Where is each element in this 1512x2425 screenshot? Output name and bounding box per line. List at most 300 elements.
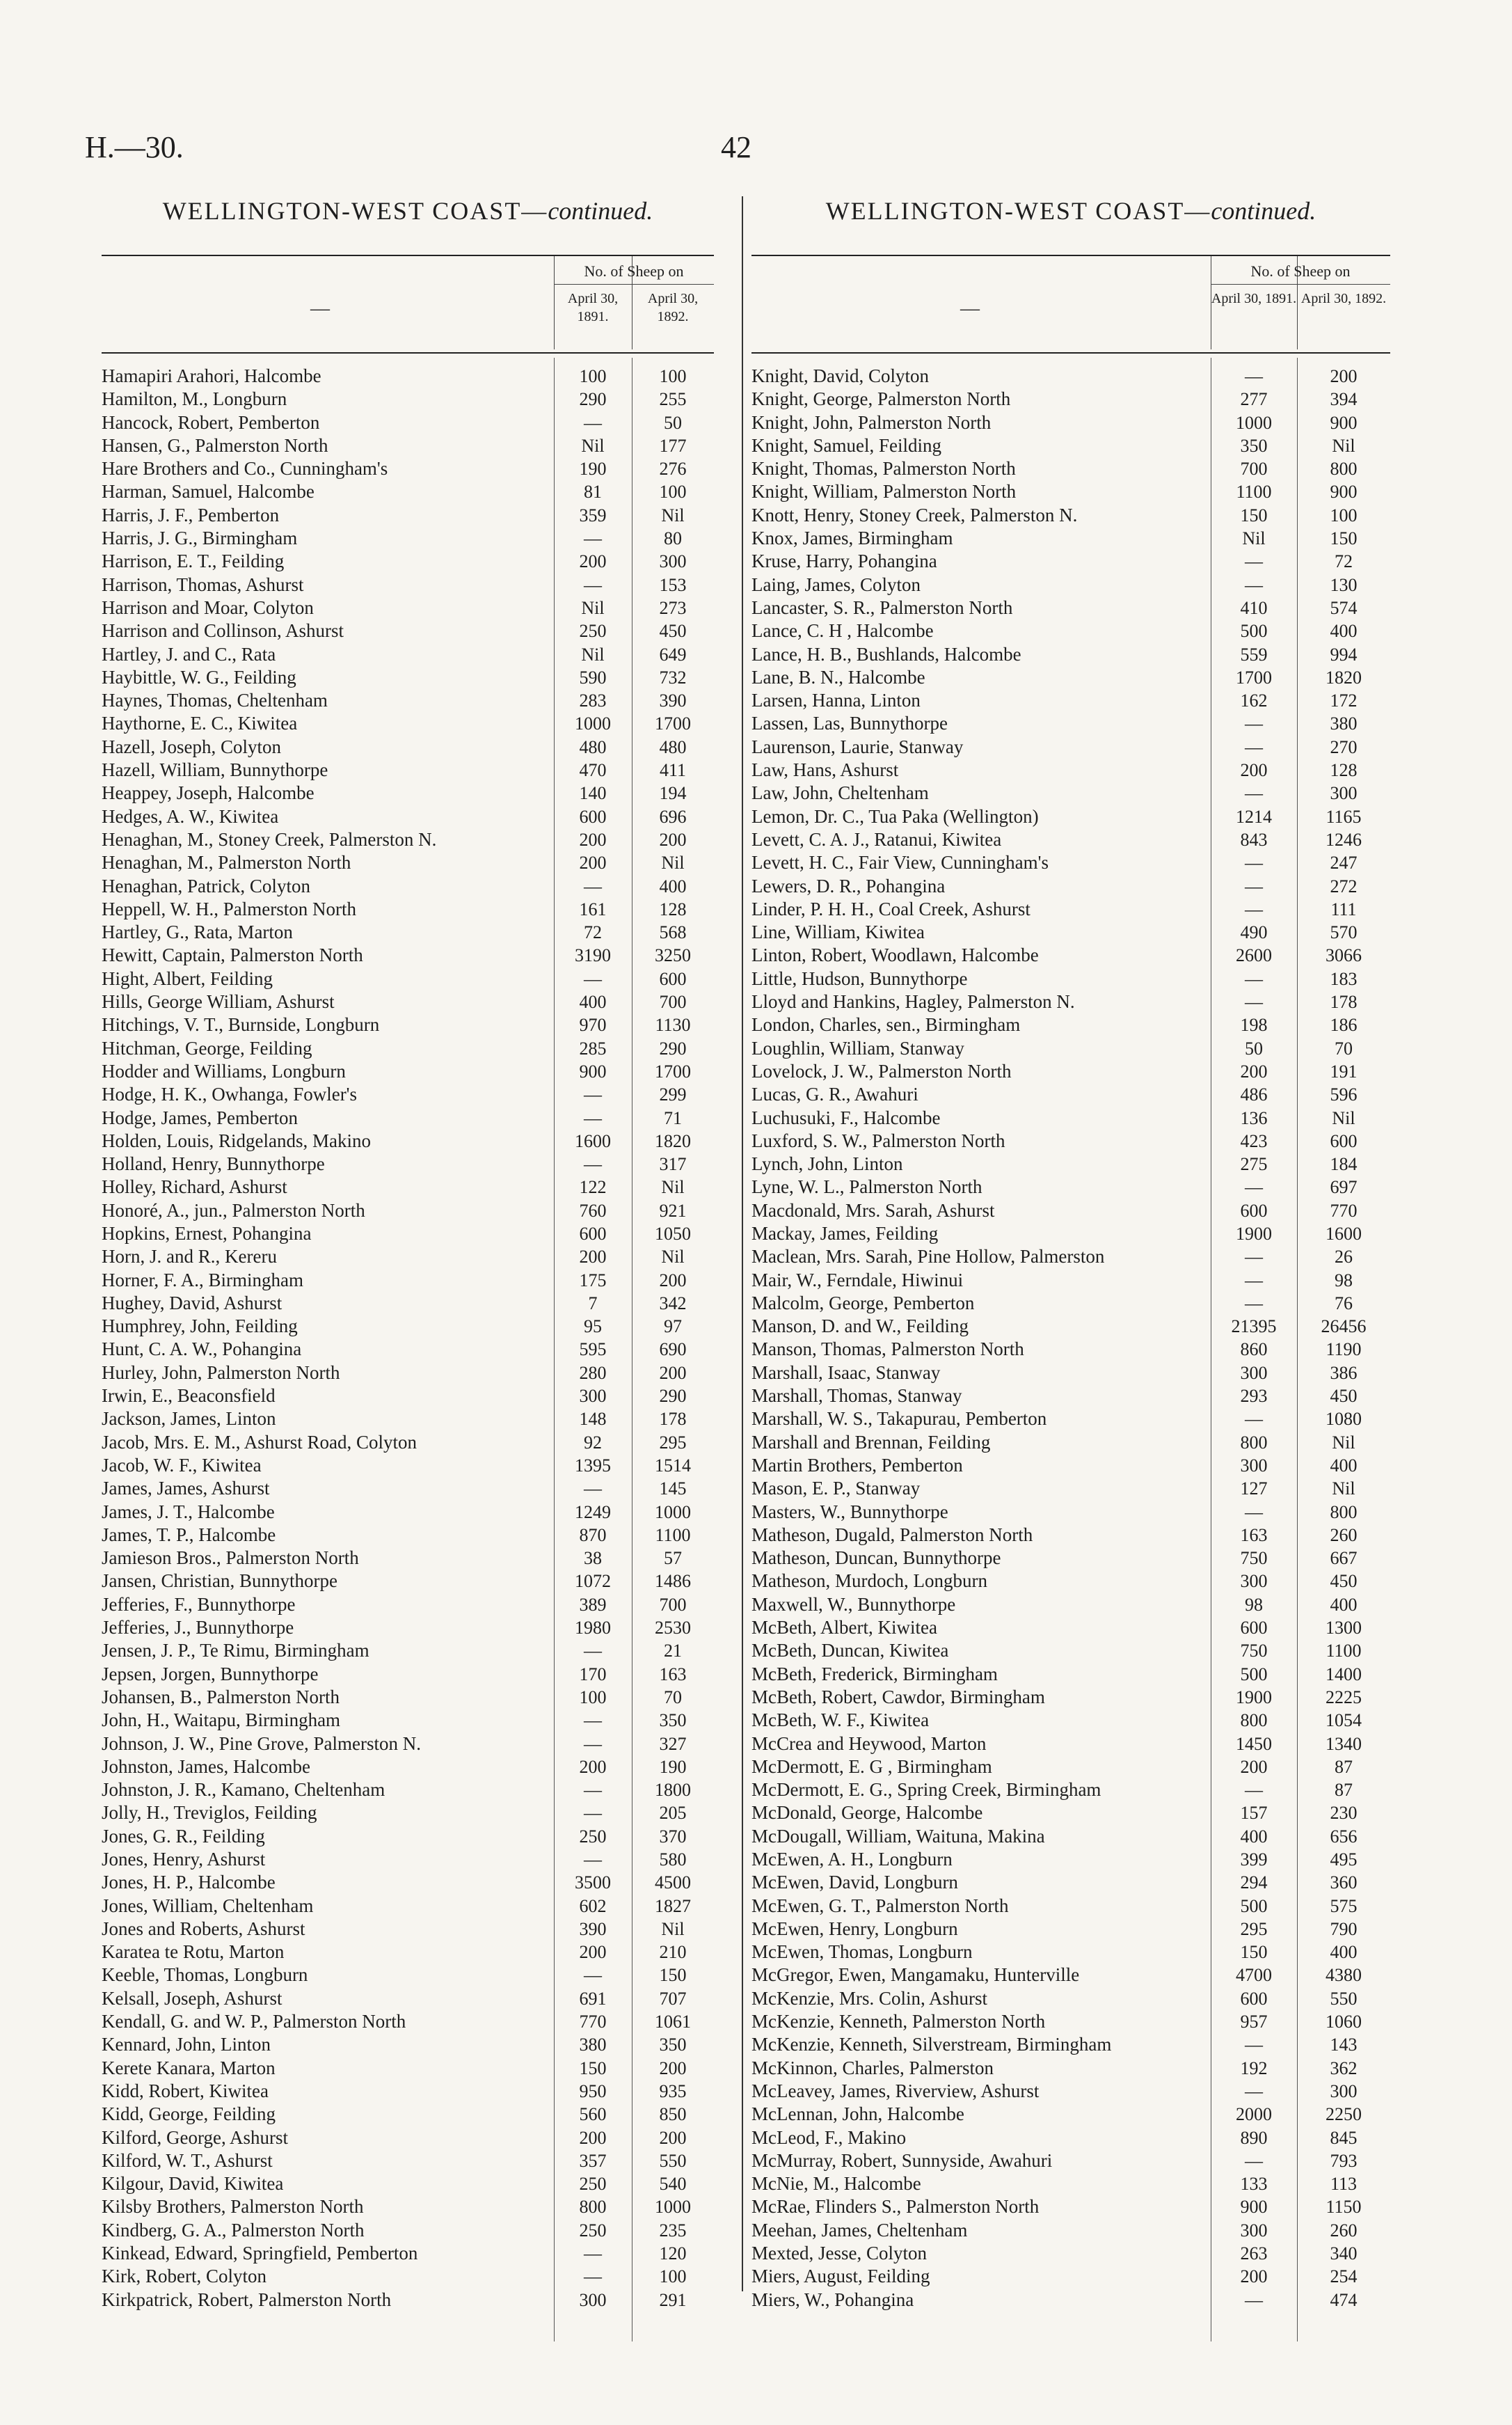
table-row [751,2033,1390,2056]
owner-name: Lewers, D. R., Pohangina [751,875,946,896]
table-row [102,1338,714,1361]
sheep-1892: 200 [659,829,687,850]
owner-name: Hamilton, M., Longburn [102,388,287,410]
sheep-1891: — [584,412,602,433]
sheep-1892: 570 [1330,922,1358,943]
right-column [751,196,1390,2312]
table-row [102,1083,714,1106]
left-column-title: WELLINGTON-WEST COAST—continued. [162,197,653,225]
sheep-1892: 649 [659,644,687,665]
sheep-1892: 3250 [655,945,691,966]
table-row [102,1407,714,1430]
sheep-1891: 200 [1240,1756,1268,1777]
table-row [751,759,1390,782]
sheep-1892: 172 [1330,690,1358,711]
sheep-1892: 1246 [1326,829,1362,850]
table-row [102,1060,714,1083]
owner-name: Manson, D. and W., Feilding [751,1316,969,1337]
table-row [751,1107,1390,1130]
sheep-1891: 200 [1240,1061,1268,1082]
sheep-1891: 150 [1240,505,1268,526]
owner-name: McDougall, William, Waituna, Makina [751,1825,1045,1847]
sheep-1891: 283 [579,690,607,711]
owner-name: Jansen, Christian, Bunnythorpe [102,1570,337,1592]
sheep-1891: 800 [1240,1710,1268,1731]
sheep-1892: 270 [1330,736,1358,757]
sheep-1891: Nil [581,435,605,456]
sheep-1891: 500 [1240,1895,1268,1916]
sheep-1892: Nil [1332,435,1355,456]
sheep-1891: 1214 [1236,806,1272,827]
sheep-1892: 76 [1335,1293,1353,1313]
table-row [751,875,1390,898]
table-row [102,1616,714,1639]
sheep-1892: 568 [659,922,687,943]
sheep-1891: 21395 [1231,1316,1277,1337]
table-row [751,1222,1390,1245]
table-row [102,1269,714,1292]
owner-name: Jepsen, Jorgen, Bunnythorpe [102,1663,319,1684]
sheep-1892: 1400 [1326,1664,1362,1684]
table-row [102,1245,714,1268]
sheep-1891: 275 [1240,1154,1268,1175]
sheep-1891: 100 [579,1687,607,1707]
sheep-1892: 300 [659,551,687,572]
sheep-1891: 200 [579,1247,607,1267]
sheep-1892: 184 [1330,1154,1358,1175]
sheep-1892: 71 [664,1107,682,1128]
owner-name: McMurray, Robert, Sunnyside, Awahuri [751,2149,1053,2171]
sheep-1891: 800 [579,2197,607,2218]
owner-name: Harrison and Collinson, Ashurst [102,620,344,642]
table-row [102,2103,714,2126]
table-row [751,1013,1390,1036]
owner-name: McDonald, George, Halcombe [751,1802,983,1824]
sheep-1891: — [584,1084,602,1105]
table-row [102,1431,714,1454]
sheep-count-header: No. of Sheep on [1211,259,1390,285]
table-row [751,1801,1390,1824]
sheep-1892: 276 [659,459,687,480]
sheep-1892: 1820 [655,1130,691,1151]
owner-name: London, Charles, sen., Birmingham [751,1014,1021,1036]
owner-name: McEwen, Thomas, Longburn [751,1941,973,1963]
sheep-1892: 550 [1330,1988,1358,2009]
left-table-body [102,365,714,2312]
sheep-1891: — [1245,968,1263,989]
owner-name: Jackson, James, Linton [102,1408,276,1430]
owner-name: Henaghan, M., Stoney Creek, Palmerston N. [102,828,437,850]
owner-name: Hazell, William, Bunnythorpe [102,759,328,781]
sheep-1892: 128 [659,899,687,919]
table-row [102,828,714,851]
table-row [751,1130,1390,1153]
table-row [102,1941,714,1964]
owner-name: Lemon, Dr. C., Tua Paka (Wellington) [751,805,1039,827]
owner-name: Jefferies, F., Bunnythorpe [102,1593,296,1615]
sheep-1891: 198 [1240,1015,1268,1036]
year-1891-header: April 30, 1891. [567,291,619,324]
owner-name: McDermott, E. G., Spring Creek, Birmingham [751,1779,1101,1801]
sheep-1892: 163 [659,1664,687,1684]
table-row [102,1825,714,1848]
sheep-1891: — [1245,1247,1263,1267]
owner-name: Hight, Albert, Feilding [102,967,273,989]
sheep-1892: 350 [659,2035,687,2055]
table-row [751,527,1390,550]
owner-name: Kilsby Brothers, Palmerston North [102,2196,364,2218]
owner-name: McCrea and Heywood, Marton [751,1732,987,1754]
table-row [751,1269,1390,1292]
owner-name: Lane, B. N., Halcombe [751,666,925,688]
owner-name: Knight, Samuel, Feilding [751,434,941,456]
owner-name: Knight, David, Colyton [751,365,929,386]
sheep-1891: 410 [1240,597,1268,618]
table-row [102,782,714,805]
sheep-1892: 21 [664,1641,682,1661]
owner-name: Marshall, Thomas, Stanway [751,1385,962,1407]
table-row [102,2057,714,2080]
sheep-1892: 254 [1330,2266,1358,2287]
sheep-1892: 97 [664,1316,682,1337]
table-row [751,1871,1390,1894]
sheep-1891: 890 [1240,2127,1268,2148]
sheep-1891: 970 [579,1015,607,1036]
sheep-1891: 1072 [575,1571,611,1592]
sheep-1891: — [584,968,602,989]
owner-name: McKenzie, Kenneth, Silverstream, Birmingham [751,2034,1112,2055]
sheep-1891: 359 [579,505,607,526]
sheep-1891: — [1245,1293,1263,1313]
owner-name: McLeavey, James, Riverview, Ashurst [751,2080,1040,2101]
sheep-1891: 300 [1240,1362,1268,1383]
sheep-1891: 750 [1240,1548,1268,1569]
table-row [751,597,1390,619]
table-row [751,1176,1390,1199]
sheep-1892: Nil [1332,1107,1355,1128]
table-row [102,944,714,967]
owner-name: Jones and Roberts, Ashurst [102,1918,305,1939]
sheep-1892: 100 [659,2266,687,2287]
owner-name: Keeble, Thomas, Longburn [102,1964,308,1986]
owner-name: Heappey, Joseph, Halcombe [102,782,315,804]
owner-name: Holley, Richard, Ashurst [102,1176,287,1198]
table-row [102,457,714,480]
table-row [751,782,1390,805]
table-row [102,1107,714,1130]
table-row [102,1801,714,1824]
owner-name: Hopkins, Ernest, Pohangina [102,1222,312,1244]
sheep-1892: 291 [659,2289,687,2310]
owner-name: Matheson, Duncan, Bunnythorpe [751,1547,1001,1569]
owner-name: Jolly, H., Treviglos, Feilding [102,1802,317,1824]
table-row [102,643,714,666]
table-row [751,1060,1390,1083]
sheep-1892: 290 [659,1038,687,1059]
owner-name: Miers, August, Feilding [751,2266,930,2287]
table-row [751,921,1390,944]
owner-name: Kidd, Robert, Kiwitea [102,2080,269,2101]
owner-name: Karatea te Rotu, Marton [102,1941,285,1963]
table-row [102,1292,714,1315]
sheep-1891: 486 [1240,1084,1268,1105]
sheep-1891: 122 [579,1177,607,1198]
sheep-1891: — [1245,1270,1263,1290]
owner-name: John, H., Waitapu, Birmingham [102,1709,341,1731]
right-table-header [751,255,1390,354]
sheep-1892: 707 [659,1988,687,2009]
owner-name: Hamapiri Arahori, Halcombe [102,365,321,386]
sheep-1892: 850 [659,2104,687,2125]
table-row [102,1871,714,1894]
owner-name: Malcolm, George, Pemberton [751,1292,975,1313]
sheep-1892: 235 [659,2220,687,2241]
sheep-1891: 559 [1240,644,1268,665]
owner-name: Hodge, James, Pemberton [102,1107,298,1128]
sheep-1891: 560 [579,2104,607,2125]
sheep-1892: 921 [659,1200,687,1221]
table-row [102,1593,714,1616]
owner-name: Law, John, Cheltenham [751,782,929,804]
owner-name: Horner, F. A., Birmingham [102,1269,303,1290]
owner-name: Johnston, James, Halcombe [102,1755,310,1777]
table-row [102,1130,714,1153]
owner-name: Hansen, G., Palmerston North [102,434,328,456]
owner-name: Henaghan, M., Palmerston North [102,852,351,874]
sheep-1892: 26456 [1321,1316,1367,1337]
sheep-1891: 691 [579,1988,607,2009]
sheep-1891: 1900 [1236,1687,1272,1707]
sheep-1892: 80 [664,528,682,549]
sheep-1891: — [1245,551,1263,572]
sheep-1892: 3066 [1326,945,1362,966]
owner-name: Jones, Henry, Ashurst [102,1849,266,1870]
sheep-count-header: No. of Sheep on [554,259,714,285]
sheep-1892: 400 [1330,621,1358,642]
sheep-1891: 3190 [575,945,611,966]
sheep-1891: 1700 [1236,667,1272,688]
sheep-1891: 1450 [1236,1733,1272,1754]
table-row [751,2010,1390,2033]
sheep-1892: 400 [1330,1455,1358,1476]
owner-name: Kirkpatrick, Robert, Palmerston North [102,2289,392,2310]
owner-name: Maclean, Mrs. Sarah, Pine Hollow, Palmerston [751,1246,1105,1267]
owner-name: McBeth, Albert, Kiwitea [751,1617,937,1638]
owner-name: Humphrey, John, Feilding [102,1316,298,1337]
sheep-1892: 667 [1330,1548,1358,1569]
owner-name: Hills, George William, Ashurst [102,991,335,1013]
table-row [102,1570,714,1593]
owner-name: Hodge, H. K., Owhanga, Fowler's [102,1084,358,1105]
sheep-1891: — [584,1733,602,1754]
table-row [751,574,1390,597]
owner-name: Mexted, Jesse, Colyton [751,2243,927,2264]
table-row [102,504,714,527]
sheep-1892: 194 [659,783,687,804]
right-column-title: WELLINGTON-WEST COAST—continued. [825,197,1316,225]
table-row [751,2057,1390,2080]
table-row [102,527,714,550]
sheep-1892: 1100 [1326,1641,1362,1661]
sheep-1892: 394 [1330,389,1358,410]
sheep-1891: — [584,1710,602,1731]
sheep-1892: 700 [659,1594,687,1615]
table-row [751,967,1390,990]
sheep-1891: 162 [1240,690,1268,711]
table-row [751,1570,1390,1593]
sheep-1891: 200 [1240,2266,1268,2287]
owner-name: Hunt, C. A. W., Pohangina [102,1338,302,1360]
sheep-1892: 697 [1330,1177,1358,1198]
table-row [751,1338,1390,1361]
owner-name: Knight, Thomas, Palmerston North [751,458,1016,480]
table-row [751,1407,1390,1430]
table-row [751,1384,1390,1407]
sheep-1892: 4380 [1326,1965,1362,1986]
sheep-1892: 50 [664,412,682,433]
table-row [102,851,714,874]
table-row [751,1037,1390,1060]
table-row [751,457,1390,480]
table-row [102,1037,714,1060]
owner-name: Mason, E. P., Stanway [751,1478,921,1499]
owner-name: Mair, W., Ferndale, Hiwinui [751,1269,964,1290]
sheep-1891: 250 [579,1826,607,1847]
sheep-1892: 260 [1330,2220,1358,2241]
year-1892-header: April 30, 1892. [647,291,699,324]
sheep-1891: — [584,528,602,549]
owner-name: McBeth, Frederick, Birmingham [751,1663,998,1684]
sheep-1891: 843 [1240,829,1268,850]
sheep-1891: 2000 [1236,2104,1272,2125]
owner-name: McKenzie, Mrs. Colin, Ashurst [751,1987,987,2009]
owner-name: Jensen, J. P., Te Rimu, Birmingham [102,1640,369,1661]
sheep-1892: 70 [1335,1038,1353,1059]
table-row [102,759,714,782]
sheep-1892: 72 [1335,551,1353,572]
sheep-1891: — [584,2266,602,2287]
owner-name: Hazell, Joseph, Colyton [102,736,281,757]
owner-name: Kennard, John, Linton [102,2034,271,2055]
sheep-1892: Nil [661,853,685,874]
sheep-1891: 870 [579,1524,607,1545]
table-row [102,434,714,457]
sheep-1891: 600 [1240,1988,1268,2009]
sheep-1891: 38 [584,1548,602,1569]
table-row [102,921,714,944]
owner-name: James, James, Ashurst [102,1478,270,1499]
owner-name: Levett, C. A. J., Ratanui, Kiwitea [751,828,1002,850]
owner-name: James, T. P., Halcombe [102,1524,276,1545]
table-row [102,2033,714,2056]
owner-name: Lance, H. B., Bushlands, Halcombe [751,643,1021,665]
sheep-1891: 389 [579,1594,607,1615]
sheep-1892: 411 [659,760,687,781]
sheep-1891: — [1245,2035,1263,2055]
table-row [751,805,1390,828]
sheep-1891: — [1245,574,1263,595]
table-row [751,1686,1390,1709]
owner-name: Kidd, George, Feilding [102,2103,276,2125]
owner-name: Lloyd and Hankins, Hagley, Palmerston N. [751,991,1075,1013]
sheep-1891: 200 [579,853,607,874]
sheep-1892: 200 [659,1270,687,1290]
owner-name: Linder, P. H. H., Coal Creek, Ashurst [751,898,1030,919]
owner-name: Matheson, Murdoch, Longburn [751,1570,987,1592]
table-row [102,2172,714,2195]
table-row [751,828,1390,851]
table-row [751,1315,1390,1338]
sheep-1891: 1000 [575,713,611,734]
sheep-1892: 57 [664,1548,682,1569]
owner-name: Laing, James, Colyton [751,574,921,595]
sheep-1892: 732 [659,667,687,688]
table-row [751,2126,1390,2149]
owner-name: Horn, J. and R., Kereru [102,1246,277,1267]
sheep-1892: 128 [1330,760,1358,781]
owner-name: McLennan, John, Halcombe [751,2103,964,2125]
table-row [751,736,1390,759]
page-number: 42 [721,130,751,164]
sheep-1892: 370 [659,1826,687,1847]
sheep-1891: — [1245,2289,1263,2310]
sheep-1892: 1060 [1326,2012,1362,2032]
table-row [751,1616,1390,1639]
sheep-1891: 95 [584,1316,602,1337]
table-row [102,712,714,735]
owner-name: Kendall, G. and W. P., Palmerston North [102,2011,406,2032]
sheep-1892: 87 [1335,1756,1353,1777]
sheep-1891: 293 [1240,1386,1268,1407]
owner-name: McEwen, Henry, Longburn [751,1918,958,1939]
table-row [102,619,714,642]
table-row [102,1199,714,1222]
sheep-1892: 153 [659,574,687,595]
table-row [751,1941,1390,1964]
table-row [751,1292,1390,1315]
table-row [102,967,714,990]
sheep-1891: — [1245,1780,1263,1801]
table-row [751,2149,1390,2172]
sheep-1891: 285 [579,1038,607,1059]
sheep-1892: 540 [659,2174,687,2195]
sheep-1892: 800 [1330,1501,1358,1522]
owner-name: Jamieson Bros., Palmerston North [102,1547,359,1569]
owner-name: Honoré, A., jun., Palmerston North [102,1199,365,1221]
sheep-1892: 120 [659,2243,687,2264]
sheep-1891: 595 [579,1339,607,1360]
owner-name: Harman, Samuel, Halcombe [102,481,315,503]
sheep-1891: 192 [1240,2057,1268,2078]
sheep-1891: 600 [1240,1618,1268,1638]
table-row [102,1639,714,1662]
owner-name: Lance, C. H , Halcombe [751,620,934,642]
sheep-1892: 299 [659,1084,687,1105]
sheep-1891: 957 [1240,2012,1268,2032]
sheep-1891: 480 [579,736,607,757]
sheep-1891: 150 [1240,1942,1268,1963]
sheep-1892: 177 [659,435,687,456]
table-row [102,875,714,898]
sheep-1891: 600 [579,806,607,827]
sheep-1891: 357 [579,2150,607,2171]
sheep-1892: 362 [1330,2057,1358,2078]
owner-name: Harrison, E. T., Feilding [102,551,285,572]
sheep-1892: 186 [1330,1015,1358,1036]
table-row [751,365,1390,388]
sheep-1891: 590 [579,667,607,688]
sheep-1892: 390 [659,690,687,711]
